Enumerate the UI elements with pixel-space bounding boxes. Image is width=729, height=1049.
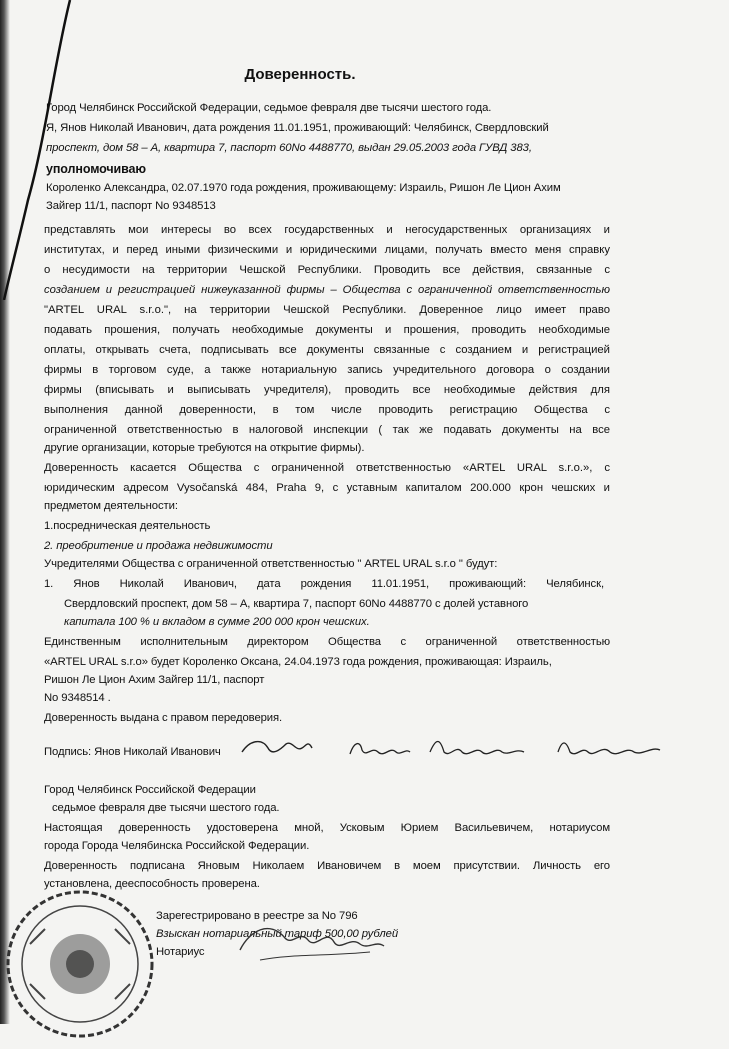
body-line: другие организации, которые требуются на открытие фирмы). xyxy=(44,442,365,454)
body-line: фирмы в торговом суде, а также нотариальную запись учредительного договора о создании xyxy=(44,364,610,376)
body-line: о несудимости на территории Чешской Республики. Проводить все действия, связанные с xyxy=(44,264,610,276)
authorize-word: уполномочиваю xyxy=(46,162,146,176)
notary-line: Доверенность подписана Яновым Николаем Ивановичем в моем присутствии. Личность его xyxy=(44,860,610,872)
body-line: Учредителями Общества с ограниченной ответственностью " ARTEL URAL s.r.o " будут: xyxy=(44,558,498,570)
body-line: предметом деятельности: xyxy=(44,500,178,512)
activity-item: 2. преобритение и продажа недвижимости xyxy=(44,540,273,552)
body-line: ограниченной ответственностью в налоговой инспекции ( так же подавать документы на все xyxy=(44,424,610,436)
intro-line: проспект, дом 58 – А, квартира 7, паспорт 60No 4488770, выдан 29.05.2003 года ГУВД 383, xyxy=(46,142,532,154)
registry-line: Взыскан нотариальный тариф 500,00 рублей xyxy=(156,928,399,940)
notary-line: седьмое февраля две тысячи шестого года. xyxy=(52,802,280,814)
signature-label: Подпись: Янов Николай Иванович xyxy=(44,746,221,758)
notary-line: города Города Челябинска Российской Федерации. xyxy=(44,840,310,852)
body-line: юридическим адресом Vysočanská 484, Praha 9, с уставным капиталом 200.000 крон чешских и xyxy=(44,482,610,494)
body-line: представлять мои интересы во всех государственных и негосударственных организациях и xyxy=(44,224,610,236)
activity-item: 1.посредническая деятельность xyxy=(44,520,211,532)
attorney-line: Короленко Александра, 02.07.1970 года рождения, проживающему: Израиль, Ришон Ле Цион Ахим xyxy=(46,182,561,194)
body-line: выполнения данной доверенности, в том числе проводить регистрацию Общества с xyxy=(44,404,610,416)
intro-line: Город Челябинск Российской Федерации, седьмое февраля две тысячи шестого года. xyxy=(46,102,492,114)
director-line: No 9348514 . xyxy=(44,692,111,704)
notary-seal-icon xyxy=(0,884,165,1049)
document-title: Доверенность. xyxy=(244,66,356,83)
body-line: оплаты, открывать счета, подписывать все документы связанные с созданием и регистрацией xyxy=(44,344,610,356)
director-line: Единственным исполнительным директором Общества с ограниченной ответственностью xyxy=(44,636,610,648)
founder-line: 1. Янов Николай Иванович, дата рождения 11.01.1951, проживающий: Челябинск, xyxy=(44,578,604,590)
body-line: институтах, и перед иными физическими и юридическими лицами, получать вместо меня справку xyxy=(44,244,610,256)
body-line: фирмы (вписывать и выписывать учредителя), проводить все необходимые действия для xyxy=(44,384,610,396)
notary-line: Настоящая доверенность удостоверена мной, Усковым Юрием Васильевичем, нотариусом xyxy=(44,822,610,834)
registry-line: Зарегестрировано в реестре за No 796 xyxy=(156,910,358,922)
attorney-line: Зайгер 11/1, паспорт No 9348513 xyxy=(46,200,216,212)
body-line: Доверенность касается Общества с ограниченной ответственностью «ARTEL URAL s.r.o.», с xyxy=(44,462,610,474)
director-line: «ARTEL URAL s.r.o» будет Короленко Оксана, 24.04.1973 года рождения, проживающая: Израиль, xyxy=(44,656,552,668)
body-line: Доверенность выдана с правом передоверия. xyxy=(44,712,283,724)
founder-line: Свердловский проспект, дом 58 – А, квартира 7, паспорт 60No 4488770 с долей уставного xyxy=(64,598,529,610)
director-line: Ришон Ле Цион Ахим Зайгер 11/1, паспорт xyxy=(44,674,265,686)
registry-line: Нотариус xyxy=(156,946,205,958)
body-line: созданием и регистрацией нижеуказанной фирмы – Общества с ограниченной ответственностью xyxy=(44,284,610,296)
notary-signature xyxy=(230,910,390,970)
notary-line: установлена, дееспособность проверена. xyxy=(44,878,260,890)
handwritten-signature xyxy=(240,728,680,768)
founder-line: капитала 100 % и вкладом в сумме 200 000 крон чешских. xyxy=(64,616,370,628)
intro-line: Я, Янов Николай Иванович, дата рождения 11.01.1951, проживающий: Челябинск, Свердловский xyxy=(46,122,549,134)
notary-line: Город Челябинск Российской Федерации xyxy=(44,784,256,796)
body-line: "ARTEL URAL s.r.o.", на территории Чешской Республики. Доверенное лицо имеет право xyxy=(44,304,610,316)
body-line: подавать прошения, получать необходимые документы и прошения, проводить необходимые xyxy=(44,324,610,336)
